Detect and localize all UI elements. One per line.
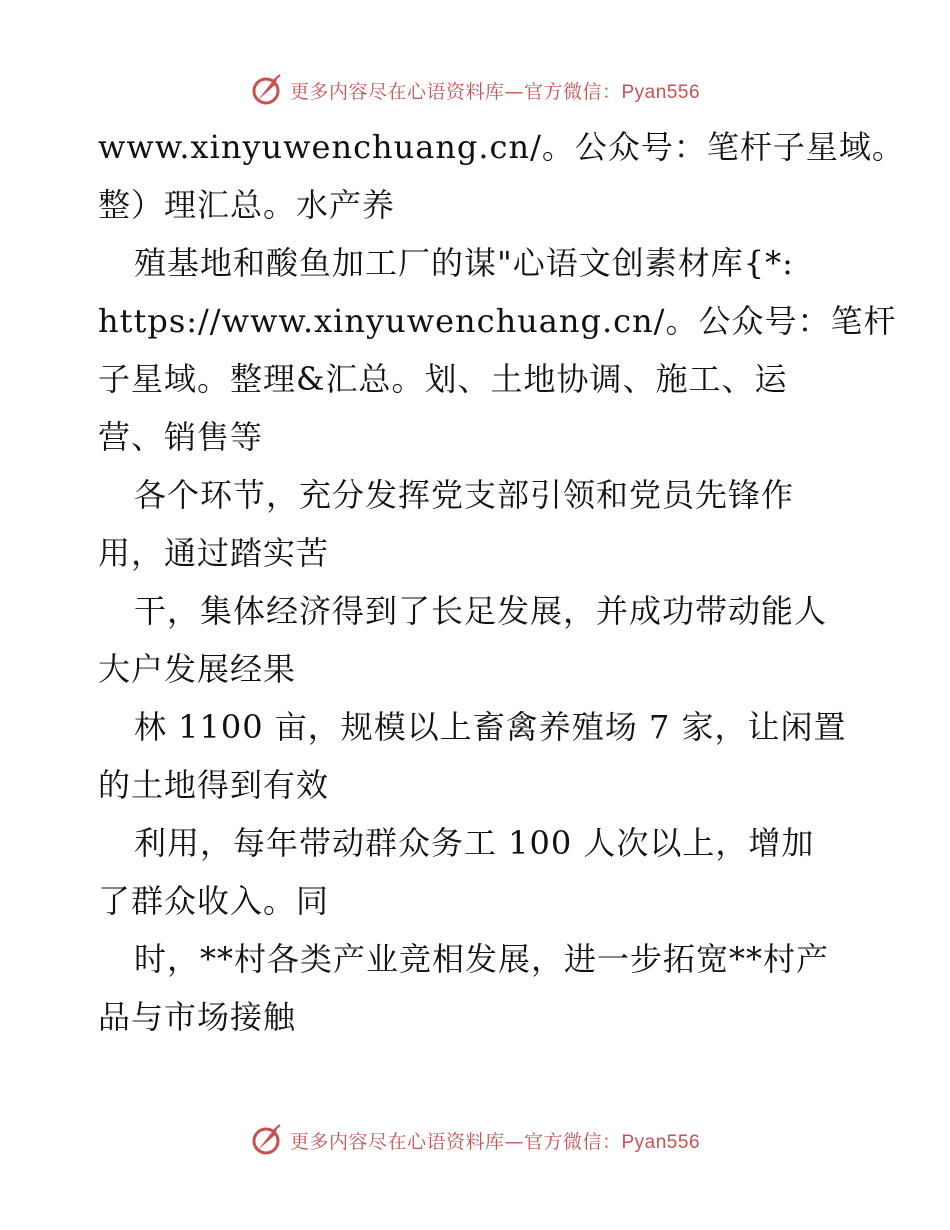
body-line: 营、销售等 <box>98 418 264 456</box>
document-body <box>98 118 905 1046</box>
banner-separator: — <box>504 1130 524 1153</box>
footer-banner <box>0 1118 950 1162</box>
banner-wechat-id: Pyan556 <box>621 81 701 103</box>
banner-wechat-id: Pyan556 <box>621 1131 701 1153</box>
quill-logo-icon <box>250 1123 284 1157</box>
banner-text <box>290 77 700 104</box>
body-line: 用，通过踏实苦 <box>98 534 330 572</box>
body-line: 林 1100 亩，规模以上畜禽养殖场 7 家，让闲置 <box>134 708 847 746</box>
body-line: 殖基地和酸鱼加工厂的谋"心语文创素材库{*: <box>134 244 794 282</box>
banner-separator: — <box>504 80 524 103</box>
body-line: 各个环节，充分发挥党支部引领和党员先锋作 <box>134 476 795 514</box>
body-line: 品与市场接触 <box>98 998 297 1036</box>
body-line: 整）理汇总。水产养 <box>98 186 396 224</box>
banner-wechat-label: 官方微信： <box>523 1130 622 1153</box>
banner-main: 更多内容尽在心语资料库 <box>289 1130 505 1153</box>
header-banner <box>0 68 950 112</box>
body-line: 干，集体经济得到了长足发展，并成功带动能人 <box>134 592 828 630</box>
body-line: www.xinyuwenchuang.cn/。公众号：笔杆子星域。 <box>98 128 905 166</box>
body-line: 了群众收入。同 <box>98 882 330 920</box>
body-line: 利用，每年带动群众务工 100 人次以上，增加 <box>134 824 815 862</box>
body-line: https://www.xinyuwenchuang.cn/。公众号：笔杆 <box>98 302 897 340</box>
body-line: 时，**村各类产业竞相发展，进一步拓宽**村产 <box>134 940 830 978</box>
body-line: 子星域。整理&汇总。划、土地协调、施工、运 <box>98 360 788 398</box>
quill-logo-icon <box>250 73 284 107</box>
banner-main: 更多内容尽在心语资料库 <box>289 80 505 103</box>
banner-wechat-label: 官方微信： <box>523 80 622 103</box>
body-line: 大户发展经果 <box>98 650 297 688</box>
banner-text <box>290 1127 700 1154</box>
body-line: 的土地得到有效 <box>98 766 330 804</box>
